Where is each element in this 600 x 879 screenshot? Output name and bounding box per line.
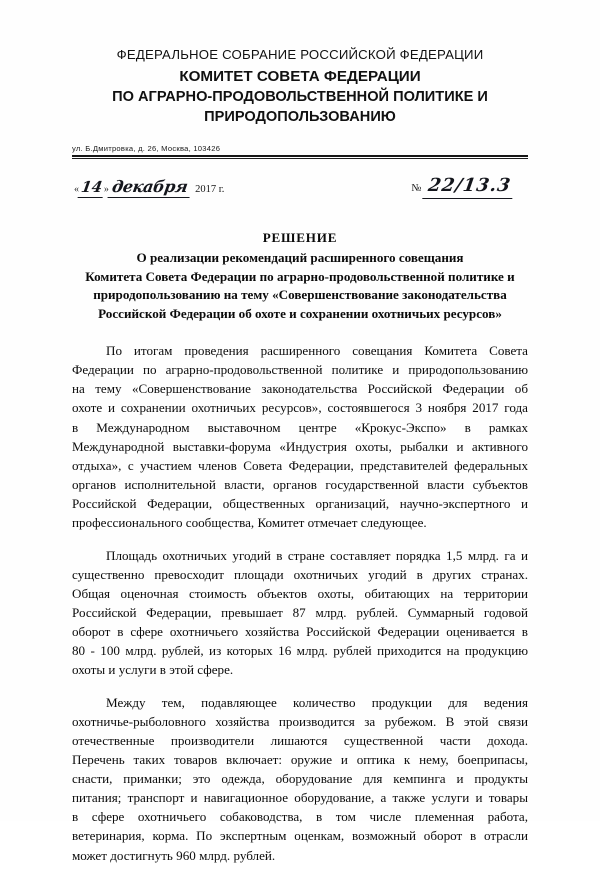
paragraph-line: профессионального сообщества, Комитет отмечает следующее. bbox=[72, 514, 427, 530]
paragraph-line-text: По итогам проведения расширенного совещания Комитета Совета bbox=[106, 343, 528, 359]
paragraph-line bbox=[72, 546, 528, 565]
date-quote-close: » bbox=[103, 184, 109, 196]
document-title-line: Российской Федерации об охоте и сохранении охотничьих ресурсов» bbox=[98, 305, 502, 321]
paragraph-line: Перечень таких товаров включает: оружие и оптика к нему, боеприпасы, bbox=[72, 752, 528, 768]
paragraph-line: в Международном выставочном центре «Крокус-Экспо» в рамках bbox=[72, 419, 528, 435]
header-divider bbox=[72, 155, 528, 159]
paragraph-line: на тему «Совершенствование законодательства Российской Федерации об bbox=[72, 381, 528, 397]
document-title-line: Комитета Совета Федерации по аграрно-продовольственной политике и bbox=[85, 268, 515, 284]
paragraph-line: ветеринария, корма. По экспертным оценкам, возможный оборот в отрасли bbox=[72, 828, 528, 844]
paragraph-line bbox=[72, 341, 528, 360]
paragraph-line: Российской Федерации, общественных организаций, научно-экспертного и bbox=[72, 495, 528, 511]
document-number bbox=[412, 177, 515, 199]
date-quote-open: « bbox=[74, 184, 79, 196]
document-title-line: природопользованию на тему «Совершенствование законодательства bbox=[93, 287, 507, 303]
paragraph-line: Российской Федерации, превышает 87 млрд. рублей. Суммарный годовой bbox=[72, 604, 528, 620]
letterhead bbox=[72, 0, 528, 127]
letterhead-address: ул. Б.Дмитровка, д. 26, Москва, 103426 bbox=[72, 144, 221, 154]
paragraph-line: питания; транспорт и навигационное оборудование, а также услуги и товары bbox=[72, 790, 528, 806]
paragraph-line: Международной выставки-форума «Индустрия охоты, рыбалки и активного bbox=[72, 438, 528, 454]
paragraph-line: Федерации по аграрно-продовольственной политике и природопользованию bbox=[72, 362, 528, 378]
paragraph-1 bbox=[72, 341, 528, 531]
paragraph-line: снасти, приманки; это одежда, оборудование для кемпинга и продукты bbox=[72, 771, 528, 787]
paragraph-line: Общая оценочная стоимость объектов охоты, обитающих на территории bbox=[72, 585, 528, 601]
letterhead-line-policy: ПО АГРАРНО-ПРОДОВОЛЬСТВЕННОЙ ПОЛИТИКЕ И bbox=[112, 88, 488, 105]
document-content bbox=[72, 0, 528, 879]
document-date bbox=[74, 179, 224, 198]
paragraph-line: отдыха», с участием членов Совета Федерации, представителей федеральных bbox=[72, 457, 528, 473]
paragraph-line: может достигнуть 960 млрд. рублей. bbox=[72, 847, 276, 863]
document-title-heading: РЕШЕНИЕ bbox=[262, 230, 338, 246]
document-meta-row bbox=[72, 171, 528, 215]
paragraph-line: оборот в сфере охотничьего хозяйства Российской Федерации оценивается в bbox=[72, 624, 528, 639]
paragraph-line: органов исполнительной власти, органов государственной власти субъектов bbox=[72, 476, 528, 492]
document-title bbox=[72, 229, 528, 323]
paragraph-line-text: Площадь охотничьих угодий в стране составляет порядка 1,5 млрд. га и bbox=[106, 547, 528, 563]
paragraph-line: в сфере охотничьего собаководства, в том числе племенная работа, bbox=[72, 809, 528, 825]
paragraph-line: охотничье-рыболовного хозяйства производится за рубежом. В этой связи bbox=[72, 714, 528, 730]
paragraph-line bbox=[72, 693, 528, 712]
document-title-line: О реализации рекомендаций расширенного совещания bbox=[136, 250, 464, 266]
paragraph-line-text: Между тем, подавляющее количество продукции для ведения bbox=[106, 695, 528, 711]
paragraph-2 bbox=[72, 546, 528, 679]
paragraph-line: 80 - 100 млрд. рублей, из которых 16 млрд. рублей приходится на продукцию bbox=[72, 643, 528, 659]
letterhead-line-nature-use: ПРИРОДОПОЛЬЗОВАНИЮ bbox=[204, 108, 396, 125]
paragraph-line: отечественные производители лишаются существенной части дохода. bbox=[72, 733, 528, 749]
document-body bbox=[72, 341, 528, 864]
letterhead-line-federal-assembly: ФЕДЕРАЛЬНОЕ СОБРАНИЕ РОССИЙСКОЙ ФЕДЕРАЦИИ bbox=[116, 47, 484, 62]
divider-rule-thin bbox=[72, 158, 528, 159]
paragraph-3 bbox=[72, 693, 528, 864]
paragraph-line: существенно превосходит площади охотничьих угодий в других странах. bbox=[72, 566, 528, 582]
date-day-handwritten: 14 bbox=[78, 180, 106, 198]
letterhead-line-committee: КОМИТЕТ СОВЕТА ФЕДЕРАЦИИ bbox=[179, 67, 421, 85]
date-year: 2017 г. bbox=[195, 184, 225, 196]
document-number-handwritten: 22/13.3 bbox=[422, 177, 516, 199]
paragraph-line: охоте и сохранении охотничьих ресурсов», состоявшегося 3 ноября 2017 года bbox=[72, 400, 528, 416]
number-sign: № bbox=[411, 183, 422, 195]
paragraph-line: охоты и услуги в этой сфере. bbox=[72, 662, 234, 678]
date-month-handwritten: декабря bbox=[107, 179, 192, 198]
